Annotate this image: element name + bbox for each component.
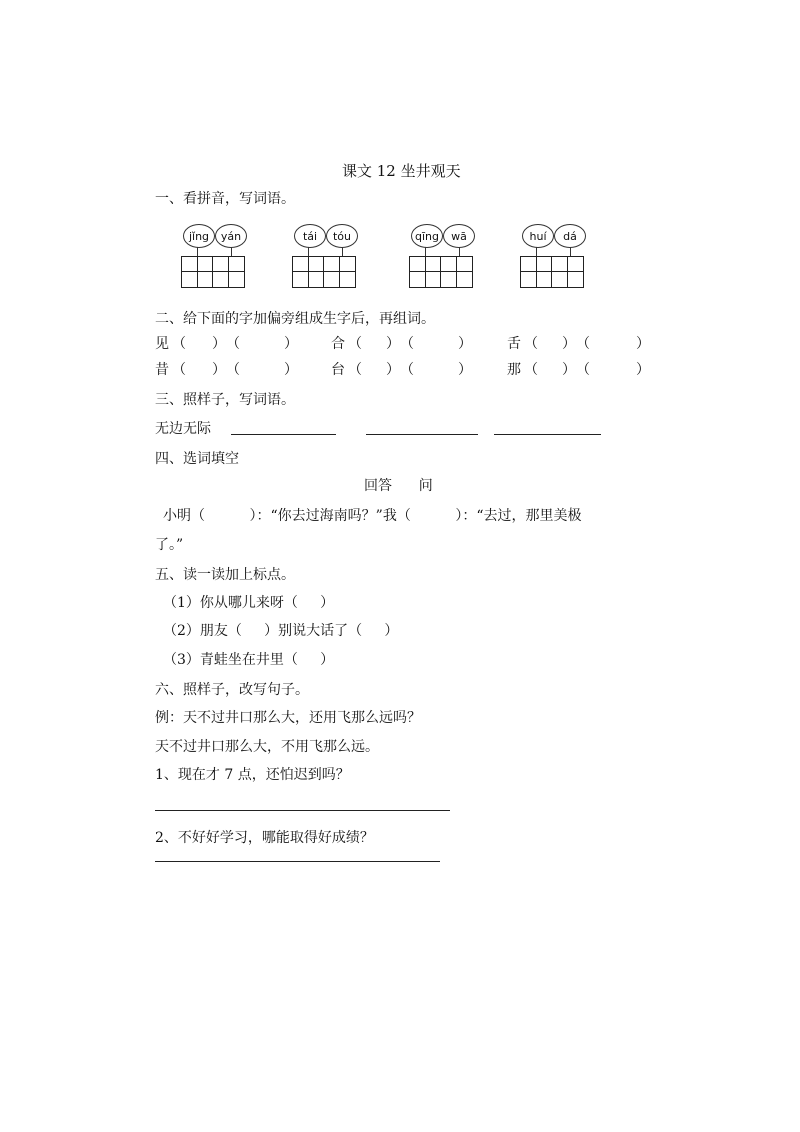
close-paren: ） [386, 362, 400, 378]
base-char: 见 [155, 336, 169, 352]
pinyin-bubble: jǐng [183, 224, 215, 248]
base-char: 合 [331, 336, 345, 352]
open-paren: （ [524, 336, 538, 352]
section1-heading: 一、看拼音，写词语。 [155, 191, 295, 207]
fill-sentence-line1: 小明（ ）：“你去过海南吗？”我（ ）：“去过，那里美极 [163, 508, 582, 524]
section6-heading: 六、照样子，改写句子。 [155, 682, 309, 698]
pinyin-bubble: tái [294, 224, 326, 248]
close-paren: ） [212, 362, 226, 378]
pinyin-bubble: dá [554, 224, 586, 248]
base-char: 昔 [155, 362, 169, 378]
close-paren: ） [458, 362, 472, 378]
pinyin-bubble: huí [522, 224, 554, 248]
close-paren: ） [212, 336, 226, 352]
pinyin-group-4 [520, 224, 600, 300]
close-paren: ） [562, 336, 576, 352]
close-paren: ） [636, 362, 650, 378]
close-paren: ） [636, 336, 650, 352]
pinyin-group-3 [409, 224, 489, 300]
answer-line[interactable] [366, 434, 478, 435]
section4-heading: 四、选词填空 [155, 451, 239, 467]
section5-heading: 五、读一读加上标点。 [155, 567, 295, 583]
open-paren: （ [400, 362, 414, 378]
section2-heading: 二、给下面的字加偏旁组成生字后，再组词。 [155, 311, 435, 327]
example-answer: 天不过井口那么大，不用飞那么远。 [155, 739, 379, 755]
punctuation-item: （3）青蛙坐在井里（ ） [163, 652, 335, 668]
writing-grid[interactable] [409, 256, 473, 288]
close-paren: ） [458, 336, 472, 352]
close-paren: ） [284, 362, 298, 378]
base-char: 那 [507, 362, 521, 378]
pinyin-bubble: yán [215, 224, 247, 248]
section3-heading: 三、照样子，写词语。 [155, 392, 295, 408]
answer-line[interactable] [155, 810, 450, 811]
close-paren: ） [284, 336, 298, 352]
answer-line[interactable] [494, 434, 601, 435]
writing-grid[interactable] [292, 256, 356, 288]
writing-grid[interactable] [520, 256, 584, 288]
base-char: 台 [331, 362, 345, 378]
open-paren: （ [348, 362, 362, 378]
pinyin-group-2 [292, 224, 372, 300]
pinyin-bubble: wā [443, 224, 475, 248]
answer-line[interactable] [231, 434, 336, 435]
writing-grid[interactable] [181, 256, 245, 288]
example-question: 例：天不过井口那么大，还用飞那么远吗？ [155, 710, 421, 726]
question-2: 2、不好好学习，哪能取得好成绩？ [155, 830, 374, 846]
open-paren: （ [226, 336, 240, 352]
example-word: 无边无际 [155, 421, 211, 437]
page-title: 课文 12 坐井观天 [342, 162, 461, 180]
open-paren: （ [576, 362, 590, 378]
word-options: 回答 问 [364, 478, 433, 494]
open-paren: （ [172, 362, 186, 378]
fill-sentence-line2: 了。” [155, 537, 184, 553]
answer-line[interactable] [155, 861, 440, 862]
close-paren: ） [562, 362, 576, 378]
open-paren: （ [576, 336, 590, 352]
punctuation-item: （2）朋友（ ）别说大话了（ ） [163, 623, 399, 639]
punctuation-item: （1）你从哪儿来呀（ ） [163, 595, 335, 611]
open-paren: （ [226, 362, 240, 378]
pinyin-bubble: qīng [411, 224, 443, 248]
pinyin-group-1 [181, 224, 261, 300]
close-paren: ） [386, 336, 400, 352]
open-paren: （ [348, 336, 362, 352]
open-paren: （ [400, 336, 414, 352]
open-paren: （ [172, 336, 186, 352]
open-paren: （ [524, 362, 538, 378]
base-char: 舌 [507, 336, 521, 352]
pinyin-bubble: tóu [326, 224, 358, 248]
question-1: 1、现在才 7 点，还怕迟到吗？ [155, 767, 350, 783]
